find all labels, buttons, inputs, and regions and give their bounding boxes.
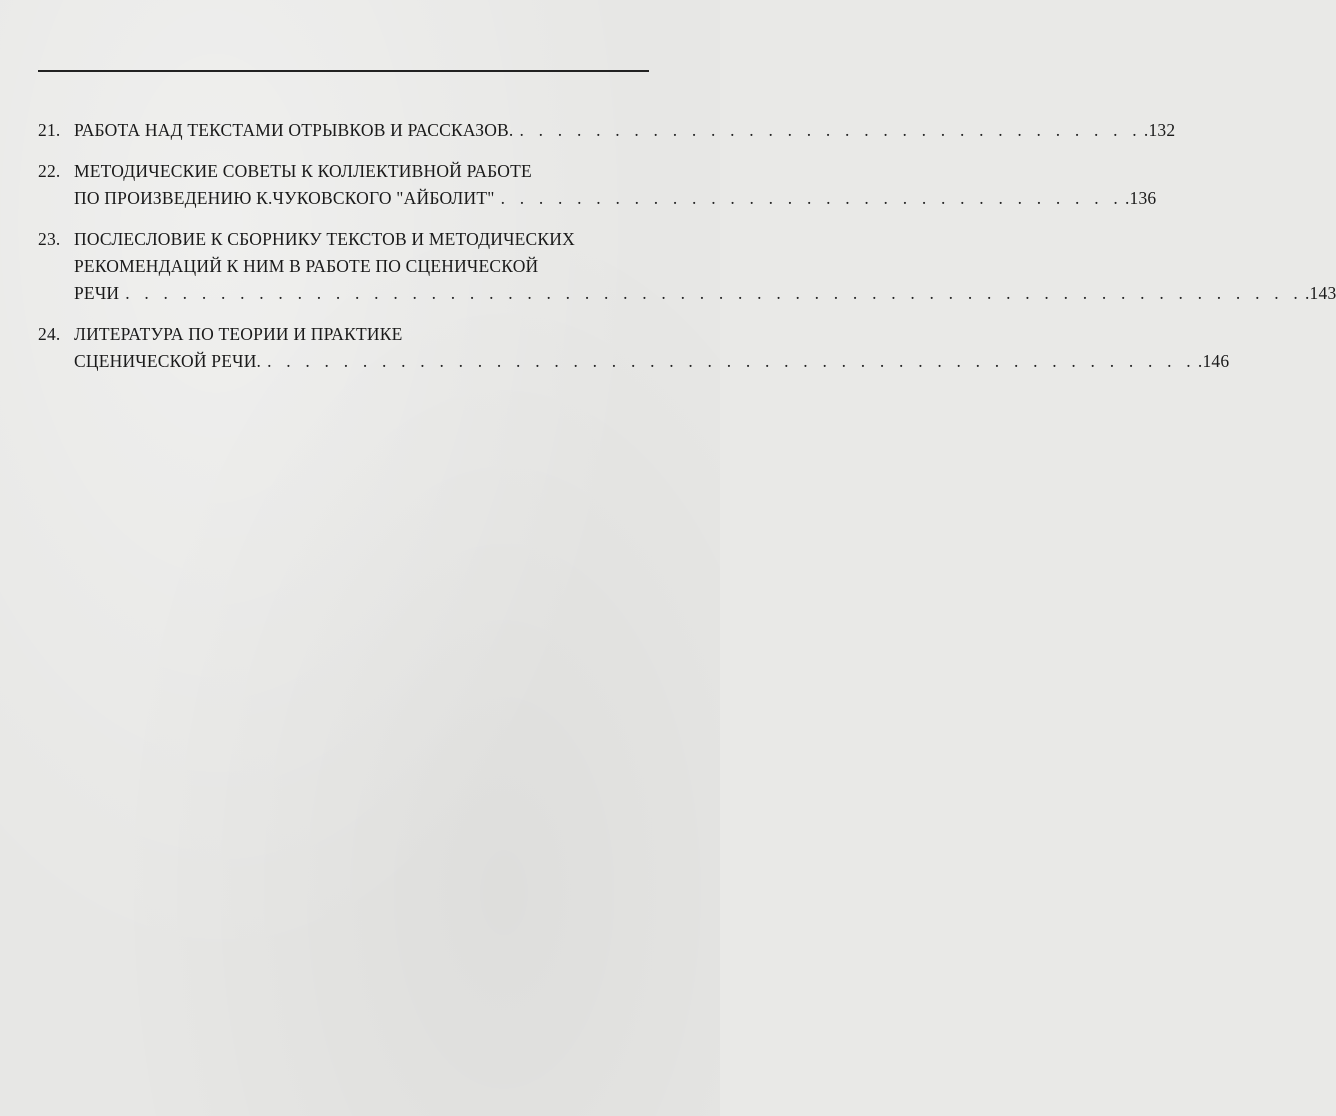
toc-entry-24: [38, 321, 1230, 375]
toc-line: [38, 253, 638, 280]
entry-number: 23.: [38, 229, 61, 249]
entry-number: 21.: [38, 120, 61, 140]
leader-dots: . . . . . . . . . . . . . . . . . . . . . . . . . . . . . . . . . . . . . . . . . . . . . . . . .: [267, 351, 1196, 371]
toc-line: [38, 321, 638, 348]
entry-page-number: .146: [1197, 351, 1230, 371]
toc-entry-22: [38, 158, 1157, 212]
toc-line: [38, 280, 1336, 307]
toc-line: [38, 226, 638, 253]
entry-page-number: .132: [1143, 120, 1176, 140]
entry-number: 24.: [38, 324, 61, 344]
top-rule: [38, 70, 649, 72]
entry-title-continued: ПО ПРОИЗВЕДЕНИЮ К.ЧУКОВСКОГО "АЙБОЛИТ": [74, 188, 495, 208]
toc-line: [38, 117, 1176, 144]
leader-dots: . . . . . . . . . . . . . . . . . . . . . . . . . . . . . . . . .: [500, 188, 1123, 208]
entry-title: РАБОТА НАД ТЕКСТАМИ ОТРЫВКОВ И РАССКАЗОВ.: [74, 120, 514, 140]
toc-line: [38, 185, 1157, 212]
leader-dots: . . . . . . . . . . . . . . . . . . . . . . . . . . . . . . . . . . . . . . . . . . . . . . . . . . . . . . . . . . . . . .: [125, 283, 1303, 303]
entry-number: 22.: [38, 161, 61, 181]
entry-title-continued: РЕЧИ: [74, 283, 120, 303]
leader-dots: . . . . . . . . . . . . . . . . . . . . . . . . . . . . . . . . .: [519, 120, 1142, 140]
entry-page-number: .136: [1124, 188, 1157, 208]
entry-title: МЕТОДИЧЕСКИЕ СОВЕТЫ К КОЛЛЕКТИВНОЙ РАБОТЕ: [74, 161, 532, 181]
toc-line: [38, 348, 1230, 375]
entry-title-continued: РЕКОМЕНДАЦИЙ К НИМ В РАБОТЕ ПО СЦЕНИЧЕСКОЙ: [74, 256, 539, 276]
toc-line: [38, 158, 638, 185]
entry-title-continued: СЦЕНИЧЕСКОЙ РЕЧИ.: [74, 351, 262, 371]
entry-page-number: .143: [1304, 283, 1336, 303]
toc-entry-21: [38, 117, 1176, 144]
entry-title: ПОСЛЕСЛОВИЕ К СБОРНИКУ ТЕКСТОВ И МЕТОДИЧЕСКИХ: [74, 229, 575, 249]
toc-entry-23: [38, 226, 1336, 307]
table-of-contents: [38, 117, 1336, 389]
entry-title: ЛИТЕРАТУРА ПО ТЕОРИИ И ПРАКТИКЕ: [74, 324, 403, 344]
